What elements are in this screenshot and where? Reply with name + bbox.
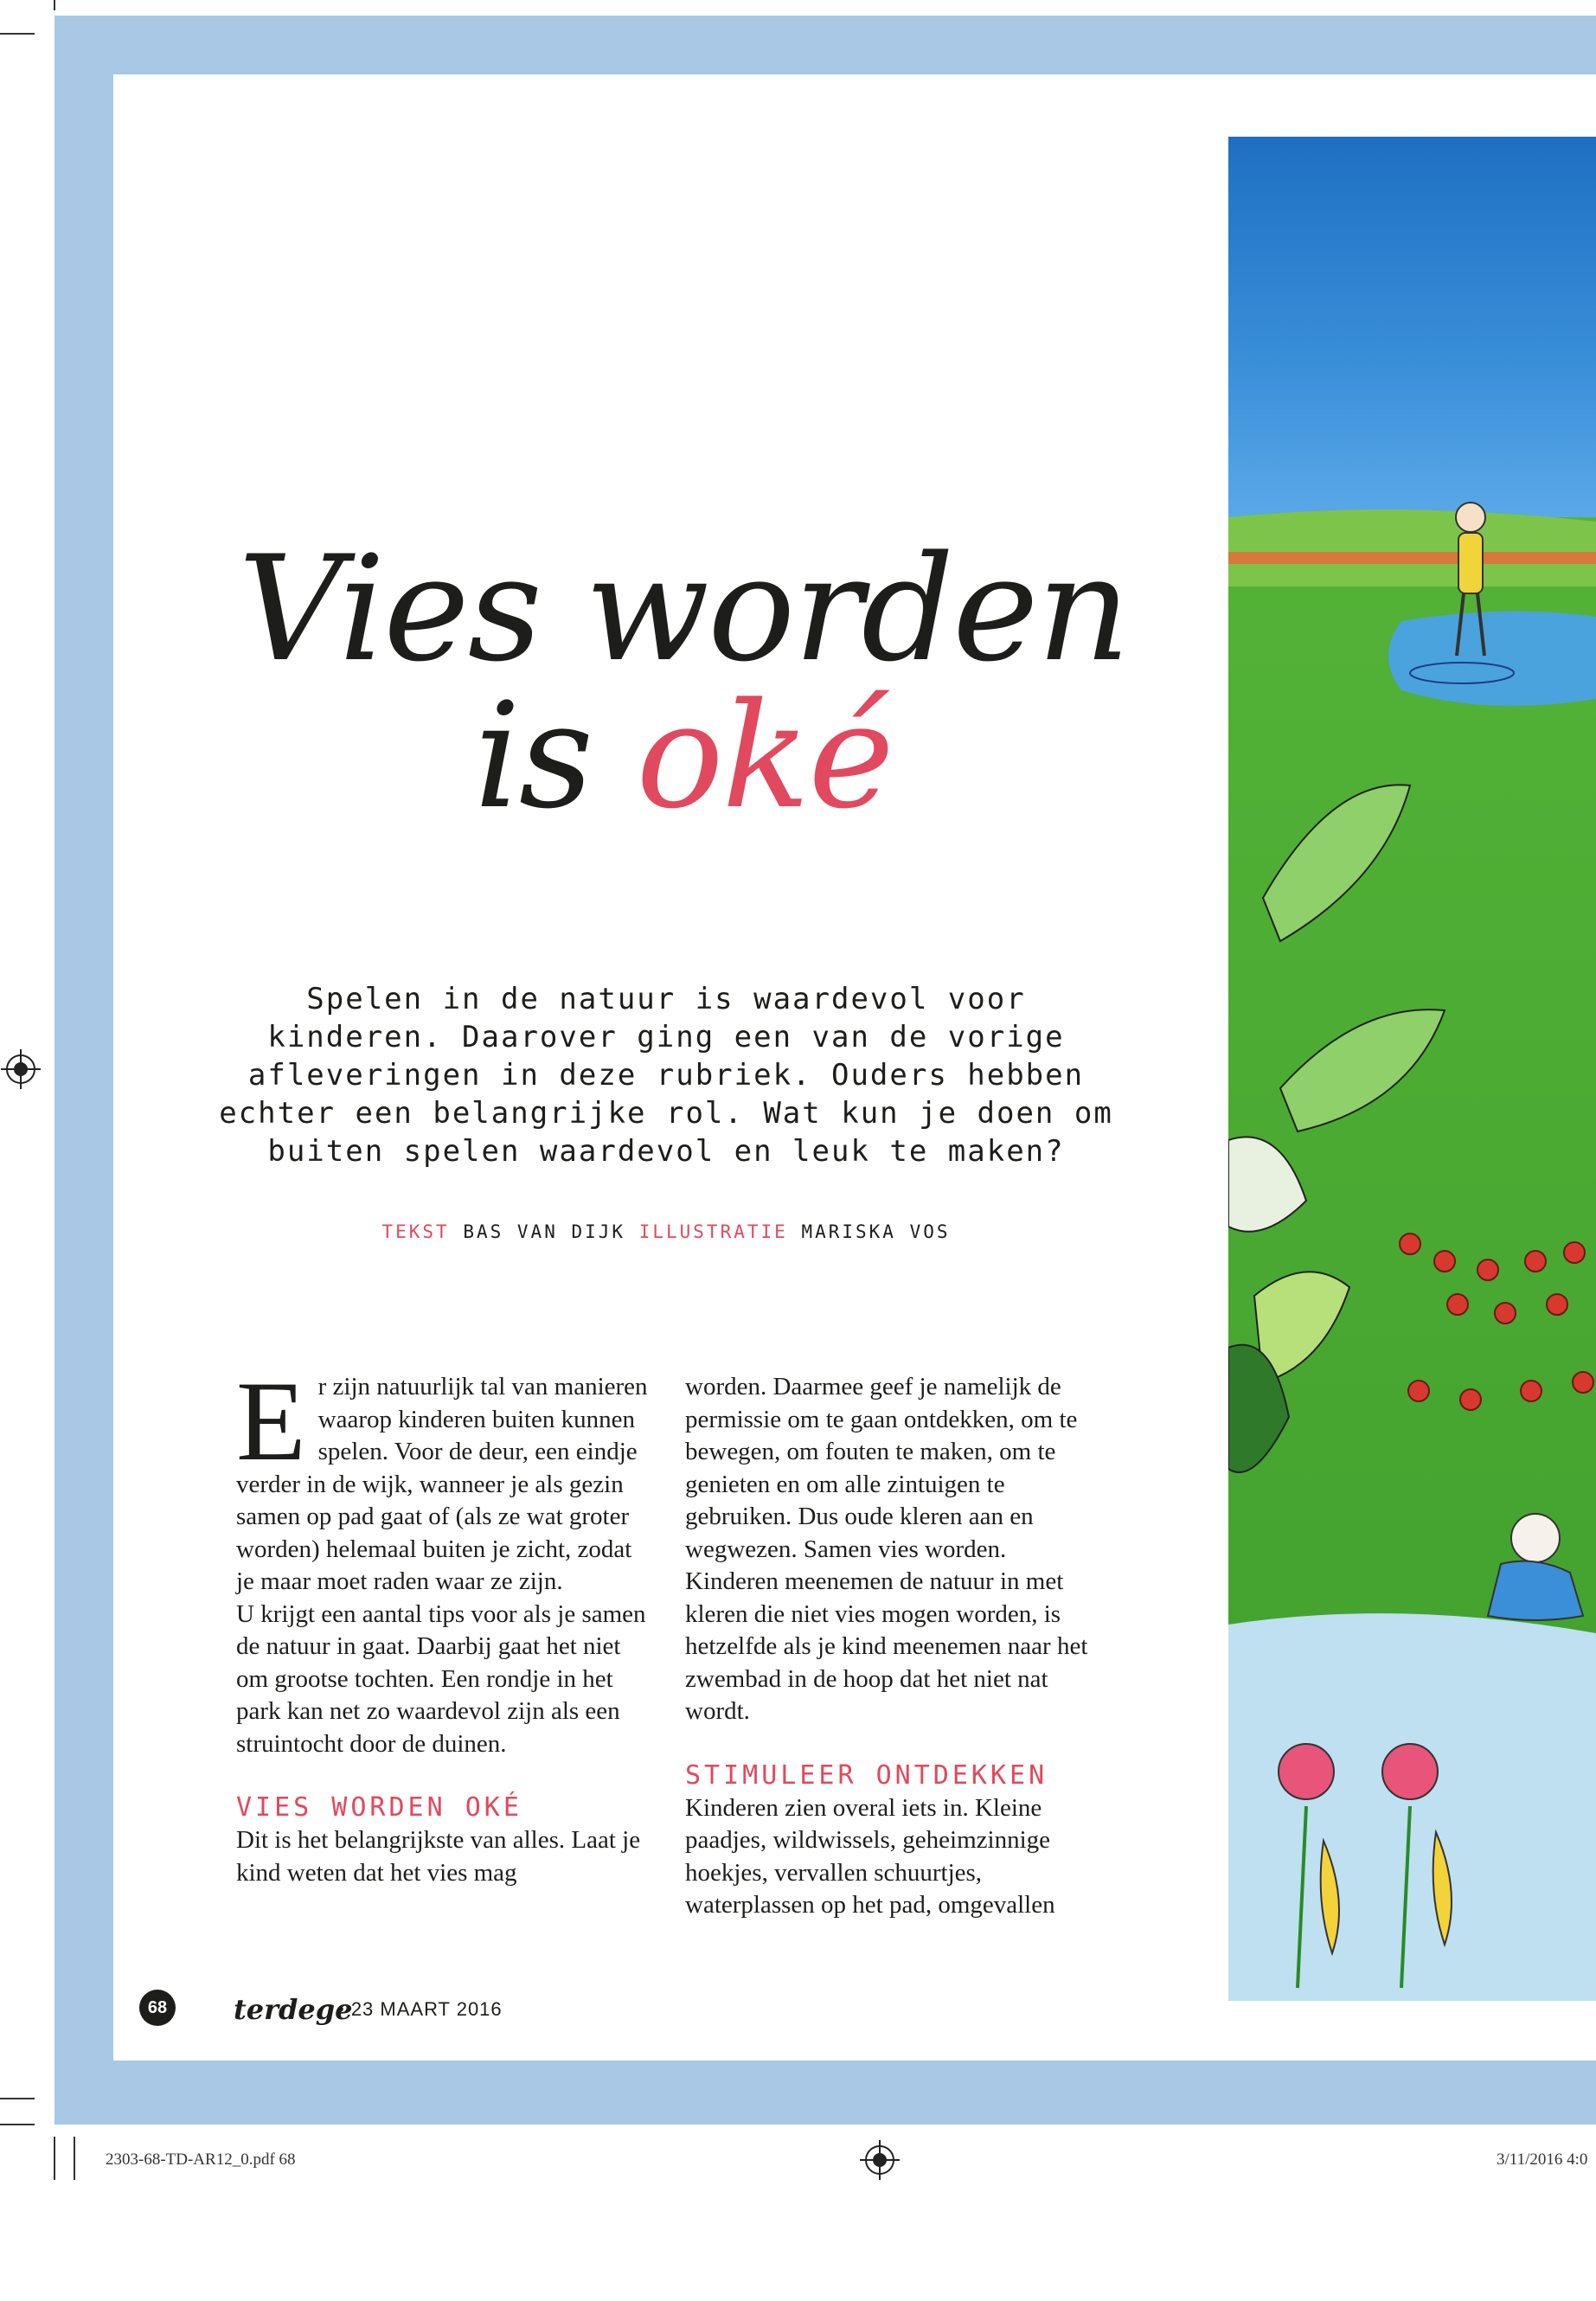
paragraph: Kinderen zien overal iets in. Kleine paadjes, wildwissels, geheimzinnige hoekjes, vervallen schuurtjes, waterplassen op het pad, omgevallen <box>685 1793 1055 1919</box>
credit-text-name: BAS VAN DIJK <box>463 1221 626 1242</box>
article-title-line-1: Vies worden <box>238 524 1129 694</box>
paragraph: U krijgt een aantal tips voor als je samen de natuur in gaat. Daarbij gaat het niet om grootse tochten. Een rondje in het park kan net zo waardevol zijn als een struintocht door de duinen. <box>236 1599 646 1758</box>
credit-text-label: TEKST <box>381 1221 450 1242</box>
title-part: is <box>474 671 637 841</box>
crop-mark <box>54 0 55 10</box>
registration-mark-icon <box>6 1054 35 1084</box>
crop-mark <box>0 2098 35 2099</box>
crop-mark <box>54 2137 55 2180</box>
credit-illustration-name: MARISKA VOS <box>801 1221 951 1242</box>
body-column-2 <box>685 1371 1100 1922</box>
issue-date: • 23 MAART 2016 <box>337 1998 503 2020</box>
credit-illustration-label: ILLUSTRATIE <box>638 1221 788 1242</box>
print-slug-file: 2303-68-TD-AR12_0.pdf 68 <box>106 2150 296 2169</box>
paragraph: Kinderen meenemen de natuur in met kleren die niet vies mogen worden, is hetzelfde als je kind meenemen naar het zwembad in de hoop dat het niet nat wordt. <box>685 1567 1088 1725</box>
paragraph: Dit is het belangrijkste van alles. Laat je kind weten dat het vies mag <box>236 1826 641 1887</box>
title-accent: oké <box>636 671 893 841</box>
nature-illustration <box>1228 137 1596 2001</box>
crop-mark <box>74 2137 75 2180</box>
subheading: VIES WORDEN OKÉ <box>236 1792 522 1823</box>
paragraph-text: r zijn natuurlijk tal van manieren waarop kinderen buiten kunnen spelen. Voor de deur, een eindje verder in de wijk, wanneer je als gezin samen op pad gaat of (als ze wat groter worden) helemaal buiten je zicht, zodat je maar moet raden waar ze zijn. <box>236 1373 648 1595</box>
article-intro: Spelen in de natuur is waardevol voor kinderen. Daarover ging een van de vorige afleveringen in deze rubriek. Ouders hebben echter een belangrijke rol. Wat kun je doen om buiten spelen waardevol en leuk te maken? <box>219 982 1113 1169</box>
article-credits <box>216 1221 1116 1242</box>
paragraph <box>236 1357 651 1599</box>
article-title-line-2 <box>234 671 1133 841</box>
print-slug-timestamp: 3/11/2016 4:0 <box>1497 2150 1588 2169</box>
drop-cap: E <box>236 1357 306 1484</box>
body-column-1 <box>236 1357 651 1889</box>
magazine-logo: terdege <box>234 1993 353 2026</box>
page-number: 68 <box>139 1990 176 2026</box>
subheading: STIMULEER ONTDEKKEN <box>685 1759 1048 1791</box>
crop-mark <box>0 2124 35 2125</box>
registration-mark-icon <box>865 2145 894 2175</box>
crop-mark <box>0 33 35 35</box>
paragraph: worden. Daarmee geef je namelijk de permissie om te gaan ontdekken, om te bewegen, om fouten te maken, om te genieten en om alle zintuigen te gebruiken. Dus oude kleren aan en wegwezen. Samen vies worden. <box>685 1373 1078 1563</box>
